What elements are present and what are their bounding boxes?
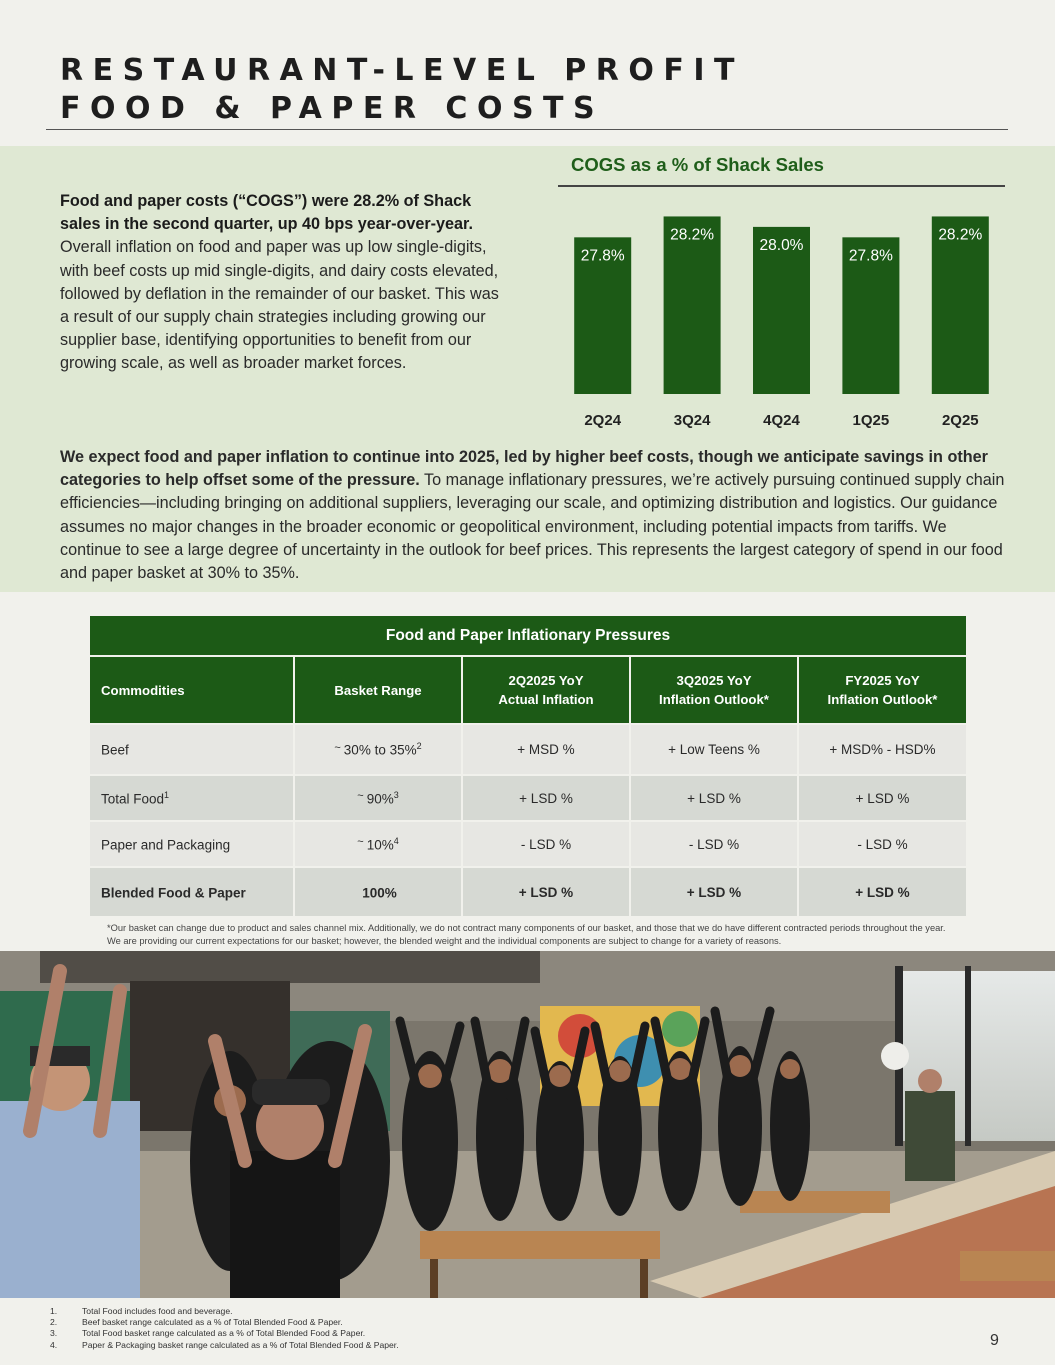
commodity-cell: Paper and Packaging	[90, 821, 294, 867]
actual-inflation-cell: + LSD %	[462, 867, 630, 916]
basket-range-cell: 100%	[294, 867, 462, 916]
chart-category-label: 4Q24	[763, 412, 800, 429]
commodity-cell: Beef	[90, 724, 294, 775]
team-photo-illustration	[0, 951, 1055, 1298]
chart-category-label: 3Q24	[673, 412, 711, 429]
intro-body-text: Overall inflation on food and paper was up low single-digits, with beef costs up mid single-digits, and dairy costs elevated, followed by deflation in the remainder of our basket. This was a result of our supply chain strategies including growing our supplier base, identifying opportunities to benefit from our growing scale, as well as broader market forces.	[60, 238, 499, 373]
header-q3-outlook: 3Q2025 YoY Inflation Outlook*	[630, 656, 798, 724]
chart-title-divider	[558, 185, 1005, 187]
page-title	[60, 52, 744, 128]
footnote-item: 1. Total Food includes food and beverage.	[50, 1306, 233, 1316]
footnote-item: 3. Total Food basket range calculated as a % of Total Blended Food & Paper.	[50, 1328, 366, 1339]
chart-value-label: 27.8%	[580, 247, 625, 265]
chart-category-label: 1Q25	[852, 412, 890, 429]
q3-outlook-cell: + LSD %	[630, 867, 798, 916]
fy-outlook-cell: - LSD %	[798, 821, 966, 867]
chart-value-label: 28.2%	[670, 226, 715, 244]
basket-range-cell: ~ 10%$^4$	[294, 821, 462, 867]
chart-category-label: 2Q25	[941, 412, 979, 429]
cogs-bar-chart	[558, 190, 1005, 440]
page-footnotes	[50, 1306, 399, 1351]
title-divider	[46, 129, 1008, 130]
table-footnote: *Our basket can change due to product and sales channel mix. Additionally, we do not contract many components of our basket, and those that we do have different contracted periods throughout the year. We are providing our current expectations for our basket; however, the blended weight and the individual components are subject to change for a variety of reasons.	[107, 923, 946, 946]
restaurant-team-photo	[0, 951, 1055, 1298]
footnote-item: 4. Paper & Packaging basket range calculated as a % of Total Blended Food & Paper.	[50, 1339, 399, 1350]
fy-outlook-cell: + LSD %	[798, 867, 966, 916]
actual-inflation-cell: - LSD %	[462, 821, 630, 867]
title-line-1: RESTAURANT-LEVEL PROFIT	[60, 53, 745, 88]
header-fy-outlook: FY2025 YoY Inflation Outlook*	[798, 656, 966, 724]
inflation-table	[90, 616, 966, 916]
actual-inflation-cell: + MSD %	[462, 724, 630, 775]
header-commodities: Commodities	[90, 656, 294, 724]
outlook-bold-text: We expect food and paper inflation to continue into 2025, led by higher beef costs, though we anticipate savings in other categories to help offset some of the pressure.	[60, 448, 988, 490]
page-number: 9	[990, 1332, 999, 1349]
commodity-cell: Total Food$^1$	[90, 775, 294, 821]
table-title: Food and Paper Inflationary Pressures	[90, 616, 966, 656]
chart-category-label: 2Q24	[584, 412, 622, 429]
intro-bold-text: Food and paper costs (“COGS”) were 28.2% of Shack sales in the second quarter, up 40 bps year-over-year.	[60, 192, 473, 234]
table-row	[90, 821, 966, 867]
basket-range-cell: ~ 30% to 35%$^2$	[294, 724, 462, 775]
chart-title: COGS as a % of Shack Sales	[571, 154, 824, 175]
header-basket-range: Basket Range	[294, 656, 462, 724]
chart-value-label: 28.0%	[759, 236, 804, 254]
table-row	[90, 867, 966, 916]
actual-inflation-cell: + LSD %	[462, 775, 630, 821]
table-row	[90, 724, 966, 775]
chart-value-label: 28.2%	[938, 226, 983, 244]
outlook-body-text: To manage inflationary pressures, we’re actively pursuing continued supply chain efficiencies—including bringing on additional suppliers, leveraging our scale, and optimizing distribution and logistics. Our guidance assumes no major changes in the broader economic or geopolitical environment, including potential impacts from tariffs. We continue to see a large degree of uncertainty in the outlook for beef prices. This represents the largest category of spend in our food and paper basket at 30% to 35%.	[60, 471, 1005, 583]
header-q2-actual: 2Q2025 YoY Actual Inflation	[462, 656, 630, 724]
fy-outlook-cell: + MSD% - HSD%	[798, 724, 966, 775]
title-line-2: FOOD & PAPER COSTS	[60, 91, 605, 126]
basket-range-cell: ~ 90%$^3$	[294, 775, 462, 821]
fy-outlook-cell: + LSD %	[798, 775, 966, 821]
chart-value-label: 27.8%	[848, 247, 893, 265]
table-row	[90, 775, 966, 821]
q3-outlook-cell: + Low Teens %	[630, 724, 798, 775]
footnote-item: 2. Beef basket range calculated as a % of Total Blended Food & Paper.	[50, 1317, 343, 1328]
intro-paragraph	[60, 190, 510, 376]
outlook-paragraph	[60, 446, 1010, 585]
commodity-cell: Blended Food & Paper	[90, 867, 294, 916]
q3-outlook-cell: + LSD %	[630, 775, 798, 821]
q3-outlook-cell: - LSD %	[630, 821, 798, 867]
